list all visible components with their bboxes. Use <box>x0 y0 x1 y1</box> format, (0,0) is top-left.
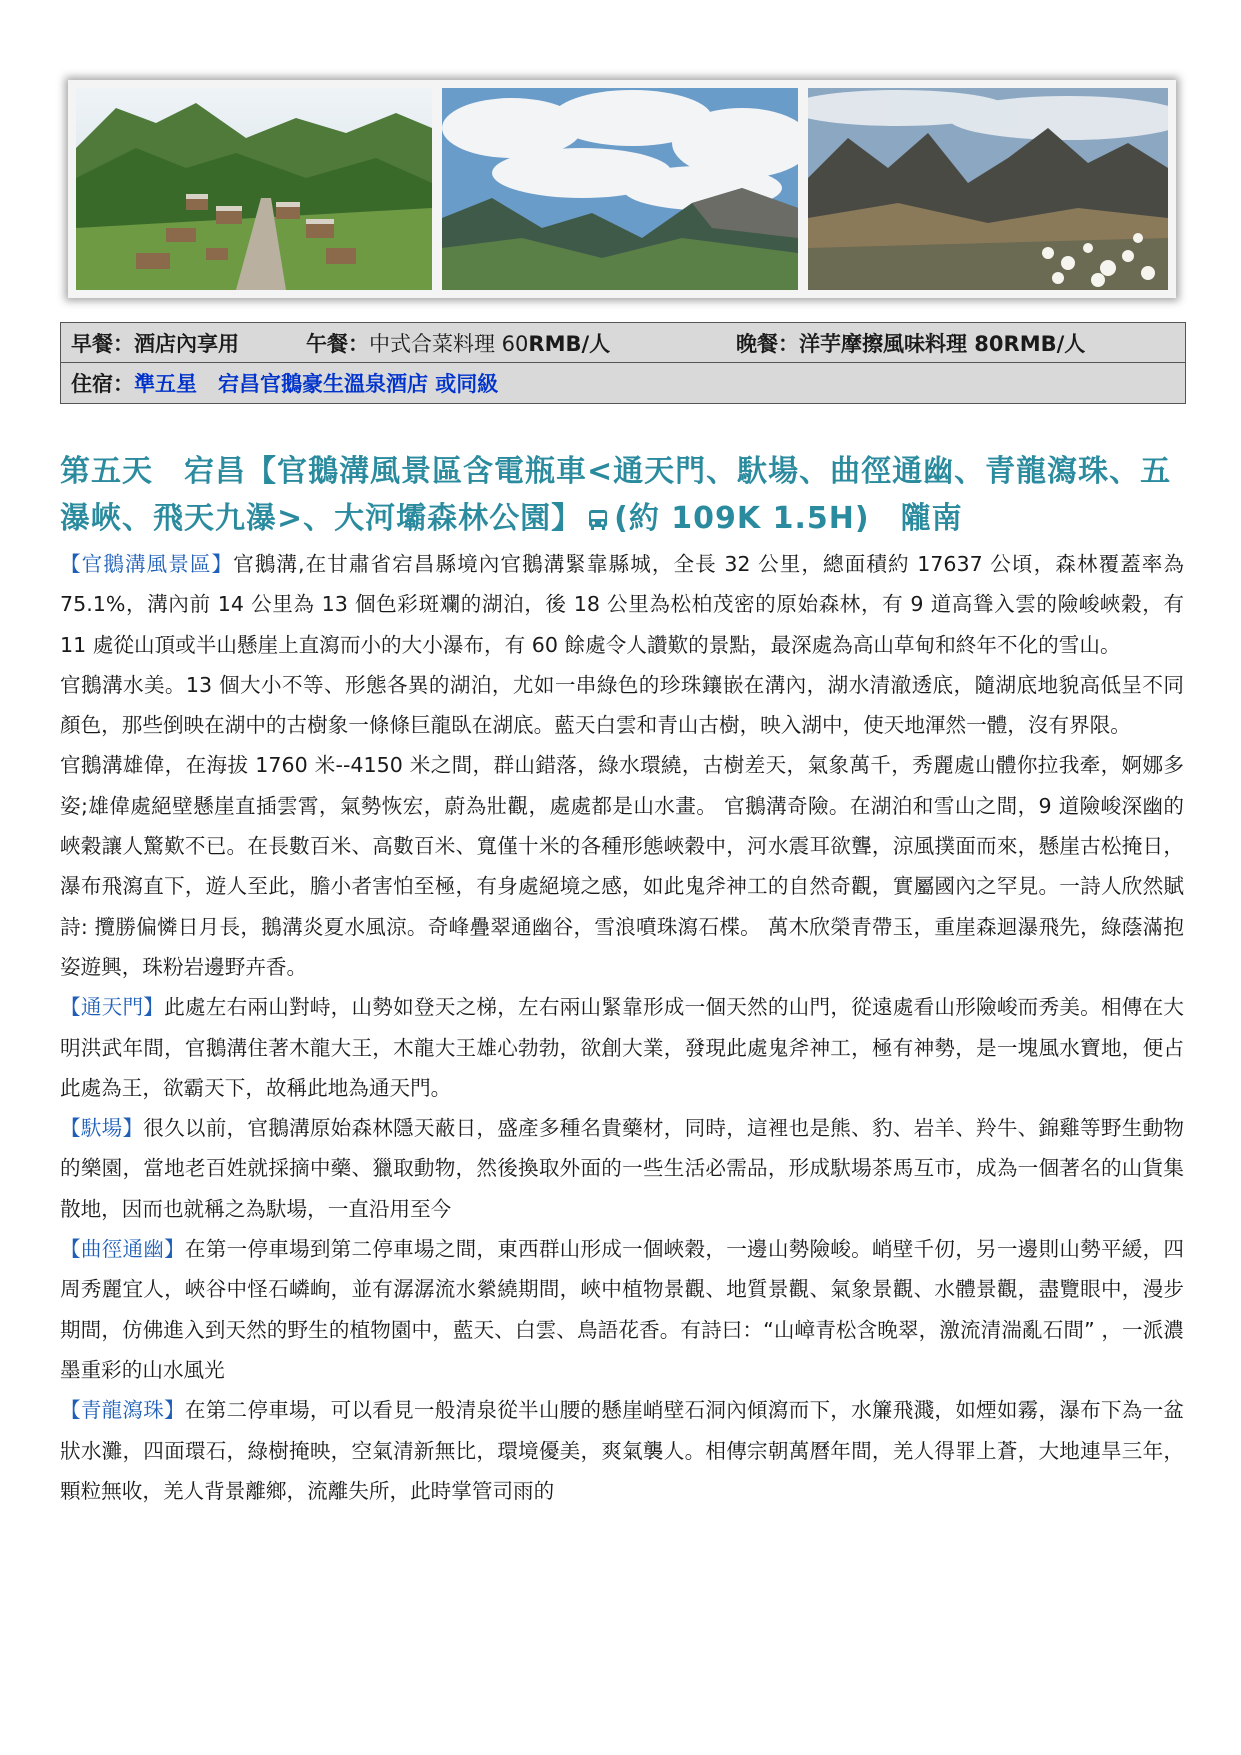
breakfast-value: 酒店內享用 <box>134 331 239 356</box>
paragraph-text: 官鵝溝雄偉，在海拔 1760 米--4150 米之間，群山錯落，綠水環繞，古樹差天，氣象萬千，秀麗處山體你拉我牽，婀娜多姿;雄偉處絕壁懸崖直插雲霄，氣勢恢宏，蔚為壯觀，處處都是山水畫。 官鵝溝奇險。在湖泊和雪山之間，9 道險峻深幽的峽穀讓人驚歎不已。在長數百米、高數百米、寬僅十米的各種形態峽穀中，河水震耳欲聾，涼風撲面而來，懸崖古松掩日，瀑布飛瀉直下，遊人至此，膽小者害怕至極，有身處絕境之感，如此鬼斧神工的自然奇觀，實屬國內之罕見。一詩人欣然賦詩: 攬勝偏憐日月長，鵝溝炎夏水風涼。奇峰疊翠通幽谷，雪浪噴珠瀉石楪。 萬木欣榮青帶玉，重崖森迴瀑飛先，綠蔭滿抱姿遊興，珠粉岩邊野卉香。 <box>60 753 1184 979</box>
paragraph-text: 官鵝溝水美。13 個大小不等、形態各異的湖泊，尤如一串綠色的珍珠鑲嵌在溝內，湖水清澈透底，隨湖底地貌高低呈不同顏色，那些倒映在湖中的古樹象一條條巨龍臥在湖底。藍天白雲和青山古樹，映入湖中，使天地渾然一體，沒有界限。 <box>60 672 1184 738</box>
section-tag: 【馱場】 <box>60 1116 144 1141</box>
section-tag: 【青龍瀉珠】 <box>60 1398 185 1423</box>
paragraph <box>60 745 1184 987</box>
paragraph <box>60 1108 1184 1229</box>
paragraph <box>60 987 1184 1108</box>
section-tag: 【曲徑通幽】 <box>60 1237 185 1262</box>
paragraph <box>60 544 1184 665</box>
section-tag: 【通天門】 <box>60 995 165 1020</box>
paragraph <box>60 1229 1184 1390</box>
paragraph-text: 在第二停車場，可以看見一般清泉從半山腰的懸崖峭壁石洞內傾瀉而下，水簾飛濺，如煙如霧，瀑布下為一盆狀水灘，四面環石，綠樹掩映，空氣清新無比，環境優美，爽氣襲人。相傳宗朝萬曆年間，羌人得罪上蒼，大地連旱三年，顆粒無收，羌人背景離鄉，流離失所，此時掌管司雨的 <box>60 1398 1185 1503</box>
paragraph <box>60 665 1184 746</box>
section-tag: 【官鵝溝風景區】 <box>60 552 234 576</box>
photo-strip <box>68 80 1176 298</box>
day-title-route: (約 109K 1.5H) 隴南 <box>614 501 963 536</box>
mountain-village-photo <box>76 88 432 290</box>
paragraph <box>60 1390 1184 1511</box>
hotel-label: 住宿： <box>71 372 134 396</box>
hotel-row <box>61 363 1185 403</box>
paragraph-text: 官鵝溝,在甘肅省宕昌縣境內官鵝溝緊靠縣城，全長 32 公里，總面積約 17637 公頃，森林覆蓋率為 75.1%，溝內前 14 公里為 13 個色彩斑斕的湖泊，後 18 公里為松柏茂密的原始森林，有 9 道高聳入雲的險峻峽穀，有 11 處從山頂或半山懸崖上直瀉而小的大小瀑布，有 60 餘處令人讚歎的景點，最深處為高山草甸和終年不化的雪山。 <box>60 552 1184 657</box>
paragraph-text: 很久以前，官鵝溝原始森林隱天蔽日，盛產多種名貴藥材，同時，這裡也是熊、豹、岩羊、羚牛、錦雞等野生動物的樂園，當地老百姓就採摘中藥、獵取動物，然後換取外面的一些生活必需品，形成馱場茶馬互市，成為一個著名的山貨集散地，因而也就稱之為馱場，一直沿用至今 <box>60 1116 1184 1221</box>
breakfast-label: 早餐： <box>71 331 134 356</box>
dinner-value: 洋芋摩擦風味料理 80RMB/人 <box>799 331 1086 356</box>
paragraph-text: 此處左右兩山對峙，山勢如登天之梯，左右兩山緊靠形成一個天然的山門，從遠處看山形險峻而秀美。相傳在大明洪武年間，官鵝溝住著木龍大王，木龍大王雄心勃勃，欲創大業，發現此處鬼斧神工，極有神勢，是一塊風水寶地，便占此處為王，欲霸天下，故稱此地為通天門。 <box>60 995 1185 1100</box>
cloudy-valley-photo <box>442 88 798 290</box>
paragraph-text: 在第一停車場到第二停車場之間，東西群山形成一個峽穀，一邊山勢險峻。峭壁千仞，另一邊則山勢平緩，四周秀麗宜人，峽谷中怪石嶙峋，並有潺潺流水縈繞期間，峽中植物景觀、地質景觀、氣象景觀、水體景觀，盡覽眼中，漫步期間，仿佛進入到天然的野生的植物園中，藍天、白雲、鳥語花香。有詩曰：“山嶂青松含晚翠，激流清湍亂石間” ，一派濃墨重彩的山水風光 <box>60 1237 1185 1382</box>
dinner-label: 晚餐： <box>736 331 799 356</box>
bus-icon <box>586 508 610 532</box>
day-title <box>60 448 1190 542</box>
day-title-main: 第五天 宕昌【官鵝溝風景區含電瓶車<通天門、馱場、曲徑通幽、青龍瀉珠、五瀑峽、飛天九瀑>、大河壩森林公園】 <box>60 454 1172 536</box>
meal-hotel-table <box>60 322 1186 404</box>
meal-row <box>61 323 1185 363</box>
lunch-label: 午餐： <box>306 331 369 356</box>
lunch-unit: RMB/人 <box>528 331 611 356</box>
description-body <box>60 544 1184 1511</box>
lunch-value: 中式合菜料理 60 <box>369 331 529 356</box>
hotel-value: 準五星 宕昌官鵝豪生溫泉酒店 或同級 <box>134 372 499 396</box>
rocky-peaks-photo <box>808 88 1168 290</box>
